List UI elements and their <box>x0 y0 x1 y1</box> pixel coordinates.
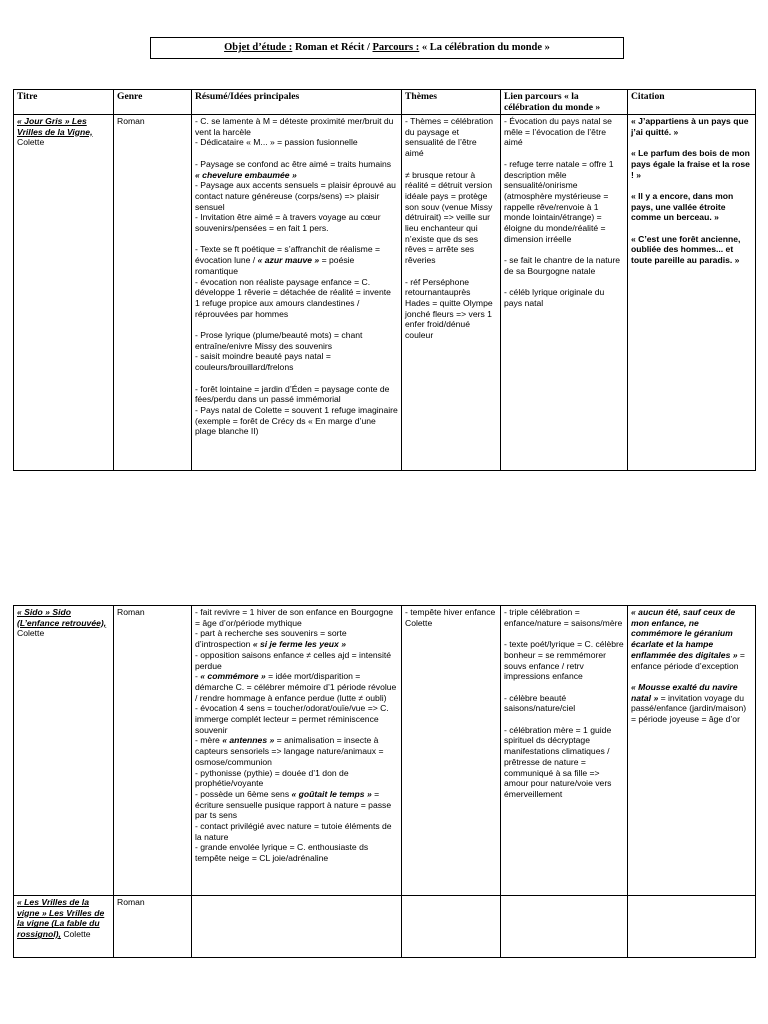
table-row <box>14 896 756 958</box>
col-header-resume: Résumé/Idées principales <box>192 90 402 115</box>
cell-line: « Il y a encore, dans mon pays, une vallée étroite comme un berceau. » <box>631 190 734 223</box>
cell-line: - mère « antennes » = animalisation = insecte à capteurs sensoriels => langage nature/animaux = osmose/communion <box>195 735 384 767</box>
cell-line: - possède un 6ème sens « goûtait le temps » = écriture sensuelle pusique rapport à nature = passe par ts sens <box>195 788 392 821</box>
genre-cell: Roman <box>114 115 192 471</box>
lien-cell <box>501 896 628 958</box>
summary-cell <box>192 896 402 958</box>
work-author: Colette <box>60 929 91 940</box>
study-table-2 <box>13 605 756 958</box>
cell-line: - céléb lyrique originale du pays natal <box>504 287 605 308</box>
cell-line: - pythonisse (pythie) = douée d’1 don de prophétie/voyante <box>195 767 349 789</box>
cell-line: - contact privilégié avec nature = tutoie éléments de la nature <box>195 821 392 842</box>
themes-cell <box>402 115 501 471</box>
themes-cell <box>402 606 501 896</box>
work-title: « Sido » Sido (L’enfance retrouvée), <box>17 607 107 628</box>
col-header-titre: Titre <box>14 90 114 115</box>
genre-cell: Roman <box>114 896 192 958</box>
work-title: « Les Vrilles de la vigne » Les Vrilles de la vigne (La fable du rossignol), <box>17 897 105 940</box>
col-header-genre: Genre <box>114 90 192 115</box>
cell-line: - réf Perséphone retournantauprès Hades = quitte Olympe jonché fleurs => vers 1 enfer froid/dénué couleur <box>405 276 493 341</box>
cell-line: - grande envolée lyrique = C. enthousiaste ds tempête neige = CL joie/adrénaline <box>195 842 369 864</box>
cell-line: - texte poét/lyrique = C. célèbre bonheur = se remmémorer souvs enfance / retrv impressions enfance <box>504 639 624 682</box>
work-author: Colette <box>17 137 45 148</box>
summary-cell <box>192 115 402 471</box>
cell-line: - évocation 4 sens = toucher/odorat/ouïe/vue => C. immerge complét lecteur = permet réminiscence souvenir <box>195 703 389 735</box>
citation-cell <box>628 606 756 896</box>
cell-line: - Évocation du pays natal se mêle = l’évocation de l’être aimé <box>504 116 612 148</box>
cell-line: ≠ brusque retour à réalité = détruit version idéale pays = protège son souv (venue Missy détruirait) => veille sur lieu enchanteur qui n’existe que ds ses rêves = arrête ses rêveries <box>405 169 493 266</box>
citation-quote-2: « Mousse exalté du navire natal » <box>631 681 738 703</box>
citation-quote-1: « aucun été, sauf ceux de mon enfance, ne commémore le géranium écarlate et la hampe enflammée des digitales » <box>631 607 738 660</box>
themes-cell <box>402 896 501 958</box>
lien-cell <box>501 115 628 471</box>
cell-line: - Pays natal de Colette = souvent 1 refuge imaginaire (exemple = forêt de Crécy ds « En marge d’une plage blanche II) <box>195 404 398 437</box>
cell-line: - Texte se ft poétique = s’affranchit de réalisme = évocation lune / « azur mauve » = poésie romantique <box>195 244 381 276</box>
cell-line: « Le parfum des bois de mon pays égale la fraise et la rose ! » <box>631 148 750 180</box>
work-author: Colette <box>17 628 45 639</box>
table-row <box>14 115 756 471</box>
title-cell <box>14 606 114 896</box>
cell-line: « J’appartiens à un pays que j’ai quitté. » <box>631 116 749 137</box>
cell-line: - tempête hiver enfance Colette <box>405 607 496 628</box>
cell-line: - triple célébration = enfance/nature = saisons/mère <box>504 607 623 628</box>
cell-line: - Dédicataire « M... » = passion fusionnelle <box>195 137 358 148</box>
cell-line: - évocation non réaliste paysage enfance = C. développe 1 rêverie = détachée de réalité = invente 1 refuge propice aux amours clandestines / réprouvées par hommes <box>195 276 391 319</box>
cell-line: - « commémore » = idée mort/disparition = démarche C. = célébrer mémoire d’1 période révolue / rendre hommage à enfance perdue (lutte ≠ oubli) <box>195 671 397 703</box>
citation-cell <box>628 896 756 958</box>
cell-line: - Paysage se confond ac être aimé = traits humains « chevelure embaumée » <box>195 158 392 180</box>
col-header-themes: Thèmes <box>402 90 501 115</box>
parcours-value: « La célébration du monde » <box>419 42 550 53</box>
work-title: « Jour Gris » Les Vrilles de la Vigne, <box>17 116 93 137</box>
title-cell <box>14 115 114 471</box>
cell-line: - célébration mère = 1 guide spirituel ds décryptage manifestations climatiques / prêtresse de nature = communiqué à sa fille => amour pour nature/voie vers émerveillement <box>504 724 612 799</box>
lien-cell <box>501 606 628 896</box>
cell-line: - C. se lamente à M = déteste proximité mer/bruit du vent la harcèle <box>195 116 394 137</box>
objet-value: Roman et Récit / <box>292 42 373 53</box>
study-object-header <box>150 37 624 59</box>
cell-line: - se fait le chantre de la nature de sa Bourgogne natale <box>504 255 621 276</box>
title-cell <box>14 896 114 958</box>
cell-line: - part à recherche ses souvenirs = sorte d’introspection « si je ferme les yeux » <box>195 628 347 650</box>
cell-line: - Invitation être aimé = à travers voyage au cœur souvenirs/pensées = en fait 1 pers. <box>195 212 381 234</box>
genre-cell: Roman <box>114 606 192 896</box>
table-row <box>14 606 756 896</box>
cell-line: - Prose lyrique (plume/beauté mots) = chant entraîne/enivre Missy des souvenirs <box>195 330 363 351</box>
citation-cell <box>628 115 756 471</box>
cell-line: - fait revivre = 1 hiver de son enfance en Bourgogne = âge d’or/période mythique <box>195 607 394 628</box>
summary-cell <box>192 606 402 896</box>
table-header-row <box>14 90 756 115</box>
cell-line: « C’est une forêt ancienne, oubliée des hommes... et toute pareille au paradis. » <box>631 233 741 266</box>
cell-line: - refuge terre natale = offre 1 description mêle sensualité/onirisme (atmosphère mystérieuse = rappelle rêve/renvoie à 1 monde lointain/étrange) = éloigne du monde/réalité = dimension irréelle <box>504 158 614 244</box>
parcours-label: Parcours : <box>372 42 420 53</box>
citation-comment-2: = invitation voyage du passé/enfance (jardin/maison) = période joyeuse = âge d’or <box>631 692 747 725</box>
cell-line: - célèbre beauté saisons/nature/ciel <box>504 692 576 714</box>
col-header-lien: Lien parcours « la célébration du monde » <box>501 90 628 115</box>
col-header-citation: Citation <box>628 90 756 115</box>
cell-line: - saisit moindre beauté pays natal = couleurs/brouillard/frelons <box>195 351 331 373</box>
citation-comment-1: = enfance période d’exception <box>631 649 745 671</box>
cell-line: - opposition saisons enfance ≠ celles ajd = intensité perdue <box>195 649 392 671</box>
cell-line: - Paysage aux accents sensuels = plaisir éprouvé au contact nature généreuse (corps/sens) => plaisir sensuel <box>195 180 396 212</box>
objet-label: Objet d’étude : <box>224 42 293 53</box>
cell-line: - Thèmes = célébration du paysage et sensualité de l’être aimé <box>405 116 493 159</box>
cell-line: - forêt lointaine = jardin d’Éden = paysage conte de fées/perdu dans un passé immémorial <box>195 383 390 405</box>
study-table-1 <box>13 89 756 471</box>
